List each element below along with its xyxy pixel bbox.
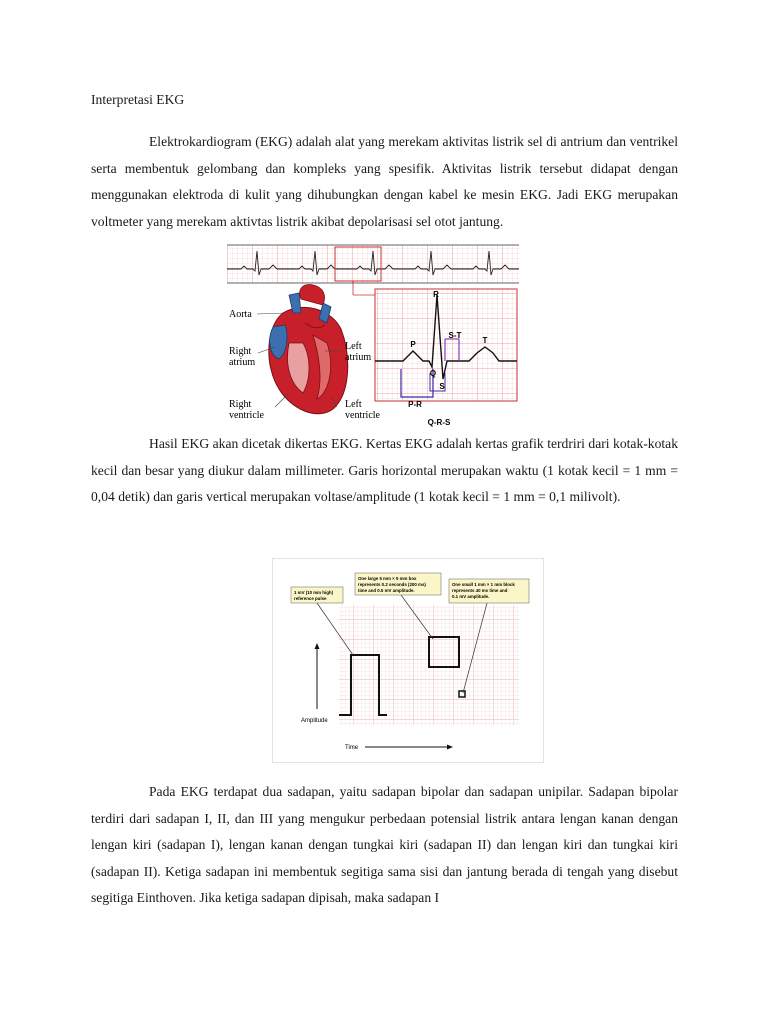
wave-label-t: T	[482, 336, 488, 345]
time-label: Time	[345, 745, 359, 751]
rhythm-strip	[227, 245, 519, 283]
label-left-atrium-line1: Left	[345, 341, 362, 352]
enlarged-ecg-waveform	[375, 289, 517, 427]
wave-label-pr: P-R	[408, 400, 422, 409]
document-title: Interpretasi EKG	[91, 92, 185, 107]
label-left-atrium-line2: atrium	[345, 352, 372, 363]
heart-illustration	[269, 285, 348, 414]
label-left-ventricle-line2: ventricle	[345, 410, 380, 421]
wave-label-r: R	[433, 290, 439, 299]
paragraph-ekg-definition: Elektrokardiogram (EKG) adalah alat yang merekam aktivitas listrik sel di antrium dan ventrikel serta membentuk gelombang dan kompleks yang spesifik. Aktivitas listrik tersebut didapat dengan menggunakan elektroda di kulit yang dihubungkan dengan kabel ke mesin EKG. Jadi EKG merupakan voltmeter yang merekam aktivtas listrik akibat depolarisasi sel otot jantung.	[91, 134, 678, 229]
label-right-ventricle-line1: Right	[229, 399, 252, 410]
wave-label-qrs: Q-R-S	[427, 418, 451, 427]
svg-text:0.1 mV amplitude.: 0.1 mV amplitude.	[452, 594, 490, 599]
svg-text:represents 40 ms time and: represents 40 ms time and	[452, 588, 508, 593]
amplitude-label: Amplitude	[301, 718, 328, 724]
svg-text:represents 0.2 seconds (200 ms: represents 0.2 seconds (200 ms)	[358, 582, 426, 587]
label-right-atrium-line2: atrium	[229, 357, 256, 368]
wave-label-q: Q	[429, 369, 437, 378]
svg-text:reference pulse: reference pulse	[294, 596, 327, 601]
paragraph-ekg-leads: Pada EKG terdapat dua sadapan, yaitu sadapan bipolar dan sadapan unipilar. Sadapan bipolar terdiri dari sadapan I, II, dan III yang mengukur perbedaan potensial listrik antara lengan kanan dengan lengan kiri (sadapan I), lengan kanan dengan tungkai kiri (sadapan II) dan lengan kiri dan tungkai kiri (sadapan II). Ketiga sadapan ini membentuk segitiga sama sisi dan jantung berada di tengah yang disebut segitiga Einthoven. Jika ketiga sadapan dipisah, maka sadapan I	[91, 784, 678, 906]
ekg-heart-figure	[227, 243, 519, 429]
label-right-atrium-line1: Right	[229, 346, 252, 357]
callout-large-box	[355, 573, 441, 595]
label-aorta: Aorta	[229, 309, 252, 320]
callout-reference-pulse	[291, 587, 343, 603]
ekg-paper-grid-figure	[272, 558, 544, 763]
label-right-ventricle-line2: ventricle	[229, 410, 264, 421]
svg-text:1 mV (10 mm high): 1 mV (10 mm high)	[294, 590, 334, 595]
callout-small-box	[449, 579, 529, 603]
svg-text:One large 5 mm × 5 mm box: One large 5 mm × 5 mm box	[358, 576, 417, 581]
wave-label-st: S-T	[448, 331, 462, 340]
wave-label-s: S	[439, 382, 445, 391]
wave-label-p: P	[410, 340, 416, 349]
svg-text:One small 1 mm × 1 mm block: One small 1 mm × 1 mm block	[452, 582, 515, 587]
svg-text:time and 0.5 mV amplitude.: time and 0.5 mV amplitude.	[358, 588, 415, 593]
label-left-ventricle-line1: Left	[345, 399, 362, 410]
paragraph-ekg-paper: Hasil EKG akan dicetak dikertas EKG. Kertas EKG adalah kertas grafik terdriri dari kotak-kotak kecil dan besar yang diukur dalam millimeter. Garis horizontal merupakan waktu (1 kotak kecil = 1 mm = 0,04 detik) dan garis vertical merupakan voltase/amplitude (1 kotak kecil = 1 mm = 0,1 milivolt).	[91, 436, 678, 505]
